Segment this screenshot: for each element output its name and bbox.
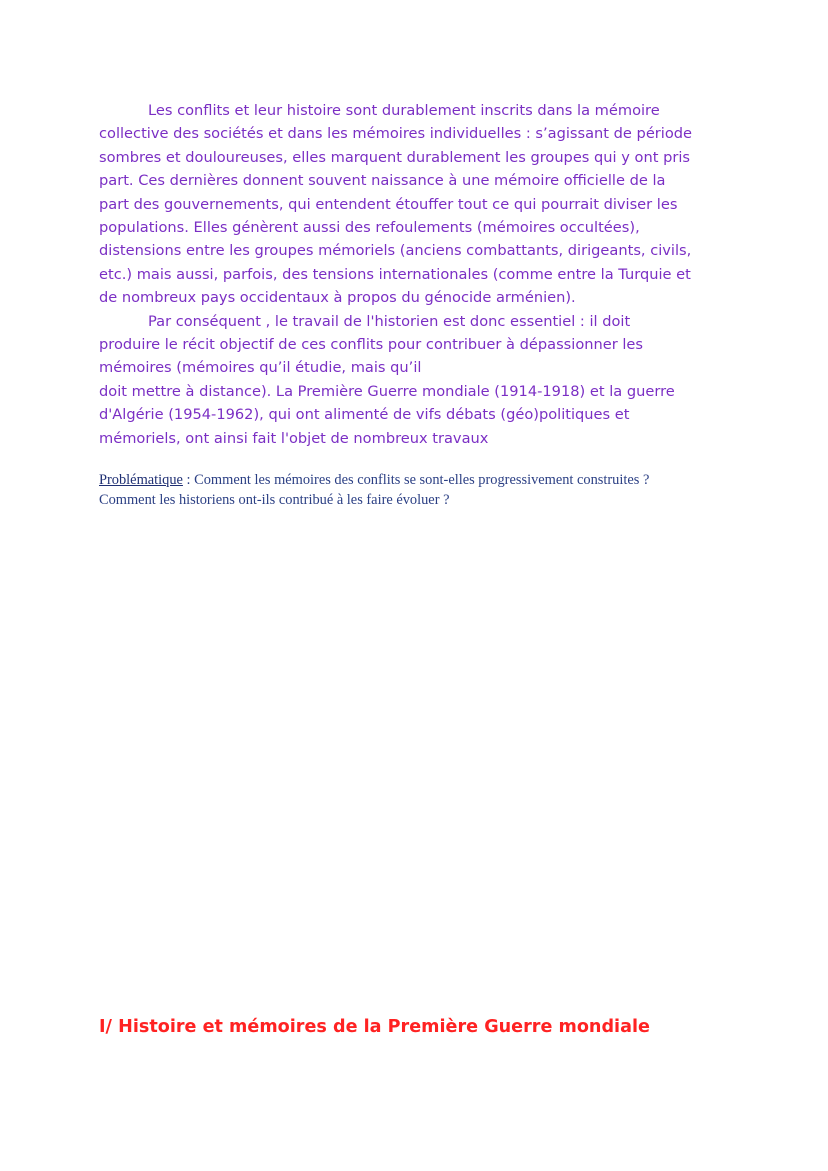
intro-line: etc.) mais aussi, parfois, des tensions internationales (comme entre la Turquie et	[99, 265, 691, 283]
problematique-question-2: Comment les historiens ont-ils contribué à les faire évoluer ?	[99, 492, 450, 508]
problematique-label: Problématique	[99, 472, 183, 488]
problematique-block	[99, 470, 759, 510]
problematique-question-1: Comment les mémoires des conflits se sont-elles progressivement construites ?	[194, 472, 650, 488]
problematique-line-1	[99, 470, 759, 490]
intro-line: mémoires (mémoires qu’il étudie, mais qu’il	[99, 359, 422, 377]
intro-line: de nombreux pays occidentaux à propos du génocide arménien).	[99, 289, 576, 307]
section-heading: I/ Histoire et mémoires de la Première Guerre mondiale	[99, 1017, 650, 1037]
intro-line: part des gouvernements, qui entendent étouffer tout ce qui pourrait diviser les	[99, 195, 678, 213]
intro-line: doit mettre à distance). La Première Guerre mondiale (1914-1918) et la guerre	[99, 382, 675, 400]
intro-line: sombres et douloureuses, elles marquent durablement les groupes qui y ont pris	[99, 148, 690, 166]
intro-paragraphs	[99, 99, 739, 450]
intro-line: Les conflits et leur histoire sont durablement inscrits dans la mémoire	[148, 102, 660, 119]
intro-line: populations. Elles génèrent aussi des refoulements (mémoires occultées),	[99, 219, 640, 237]
intro-line: collective des sociétés et dans les mémoires individuelles : s’agissant de période	[99, 125, 693, 143]
intro-line: d'Algérie (1954-1962), qui ont alimenté de vifs débats (géo)politiques et	[99, 406, 630, 424]
intro-line: distensions entre les groupes mémoriels (anciens combattants, dirigeants, civils,	[99, 242, 692, 260]
intro-line: produire le récit objectif de ces conflits pour contribuer à dépassionner les	[99, 336, 644, 354]
intro-line: part. Ces dernières donnent souvent naissance à une mémoire officielle de la	[99, 172, 666, 190]
intro-line: Par conséquent , le travail de l'historien est donc essentiel : il doit	[148, 312, 631, 330]
intro-line: mémoriels, ont ainsi fait l'objet de nombreux travaux	[99, 429, 489, 447]
problematique-separator: :	[182, 472, 195, 488]
